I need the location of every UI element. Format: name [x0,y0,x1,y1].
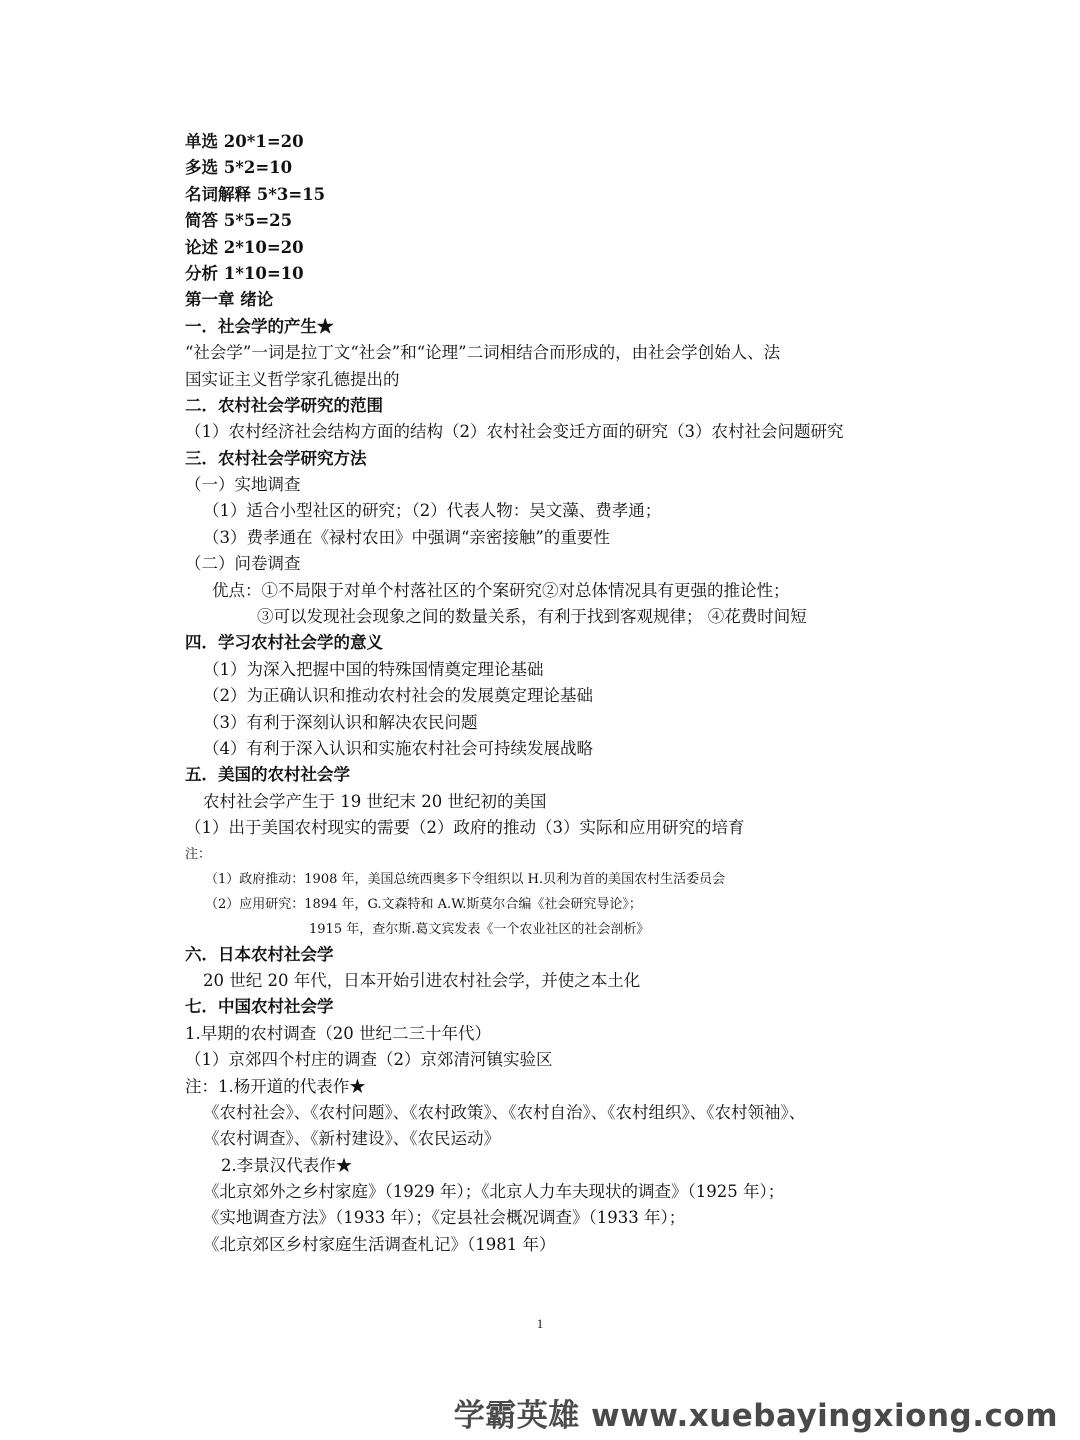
paragraph-line: 农村社会学产生于 19 世纪末 20 世纪初的美国 [203,791,547,811]
paragraph-line: 《实地调查方法》（1933 年）；《定县社会概况调查》（1933 年）； [203,1208,686,1228]
list-item: （2）为正确认识和推动农村社会的发展奠定理论基础 [203,686,593,706]
note-line: （1）政府推动：1908 年，美国总统西奥多下令组织以 H.贝利为首的美国农村生活委员会 [205,871,726,887]
paragraph-line: 2.李景汉代表作★ [221,1155,353,1175]
score-line: 单选 20*1=20 [185,132,304,151]
paragraph-line: （1）农村经济社会结构方面的结构（2）农村社会变迁方面的研究（3）农村社会问题研究 [185,422,844,442]
paragraph-line: （1）出于美国农村现实的需要（2）政府的推动（3）实际和应用研究的培育 [185,818,745,838]
paragraph-line: 1.早期的农村调查（20 世纪二三十年代） [185,1023,491,1043]
list-item: （4）有利于深入认识和实施农村社会可持续发展战略 [203,738,593,758]
score-line: 简答 5*5=25 [185,211,293,231]
list-item: （1）为深入把握中国的特殊国情奠定理论基础 [203,659,544,679]
document-body [185,129,945,1258]
paragraph-line: 优点：①不局限于对单个村落社区的个案研究②对总体情况具有更强的推论性； [212,580,790,600]
paragraph-line: （1）京郊四个村庄的调查（2）京郊清河镇实验区 [185,1050,553,1070]
paragraph-line: 《农村社会》、《农村问题》、《农村政策》、《农村自治》、《农村组织》、《农村领袖》、 [203,1102,806,1122]
paragraph-line: （3）费孝通在《禄村农田》中强调“亲密接触”的重要性 [203,527,610,547]
paragraph-line: 注：1.杨开道的代表作★ [185,1076,366,1096]
note-line: （2）应用研究：1894 年，G.文森特和 A.W.斯莫尔合编《社会研究导论》； [205,896,642,912]
paragraph-line: （1）适合小型社区的研究；（2）代表人物：吴文藻、费孝通； [203,501,662,521]
section-heading: 六．日本农村社会学 [185,944,334,964]
section-heading: 三．农村社会学研究方法 [185,448,367,468]
chapter-title: 第一章 绪论 [185,290,274,310]
section-heading: 四．学习农村社会学的意义 [185,633,383,653]
note-line: 1915 年，查尔斯.葛文宾发表《一个农业社区的社会剖析》 [309,921,650,937]
subheading: （一）实地调查 [185,475,301,495]
score-line: 分析 1*10=10 [185,263,304,283]
note-label: 注： [185,846,212,862]
score-line: 多选 5*2=10 [185,158,293,178]
paragraph-line: “社会学”一词是拉丁文“社会”和“论理”二词相结合而形成的，由社会学创始人、法 [185,343,781,363]
paragraph-line: 国实证主义哲学家孔德提出的 [185,369,400,389]
subheading: （二）问卷调查 [185,554,301,574]
page-number: 1 [536,1316,544,1331]
list-item: （3）有利于深刻认识和解决农民问题 [203,712,478,732]
score-line: 名词解释 5*3=15 [185,184,326,204]
watermark: 学霸英雄 www.xuebayingxiong.com [453,1398,1058,1434]
section-heading: 七．中国农村社会学 [185,997,334,1017]
paragraph-line: 《北京郊区乡村家庭生活调查札记》（1981 年） [203,1234,556,1254]
section-heading: 五．美国的农村社会学 [185,765,350,785]
paragraph-line: 《北京郊外之乡村家庭》（1929 年）；《北京人力车夫现状的调查》（1925 年）； [203,1182,785,1202]
paragraph-line: ③可以发现社会现象之间的数量关系，有利于找到客观规律； ④花费时间短 [257,607,807,627]
paragraph-line: 《农村调查》、《新村建设》、《农民运动》 [203,1129,500,1149]
section-heading: 一．社会学的产生★ [185,316,334,336]
score-line: 论述 2*10=20 [185,237,304,257]
paragraph-line: 20 世纪 20 年代，日本开始引进农村社会学，并使之本土化 [203,970,641,990]
section-heading: 二．农村社会学研究的范围 [185,395,383,415]
